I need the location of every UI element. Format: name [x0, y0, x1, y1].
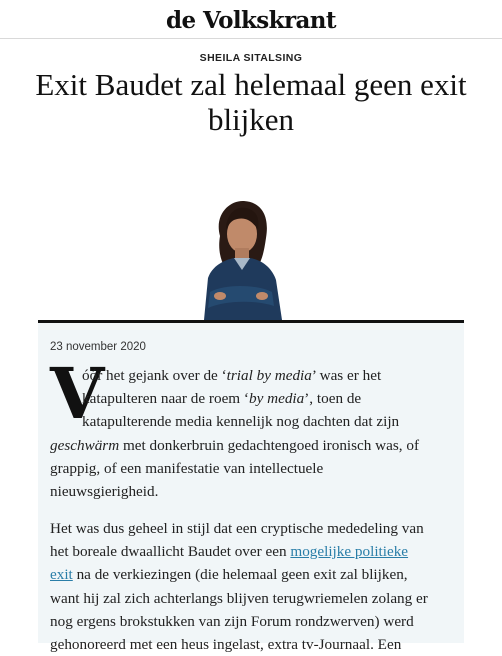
author-name[interactable]: SHEILA SITALSING	[199, 52, 303, 64]
political-exit-link[interactable]: mogelijke politieke	[290, 543, 409, 561]
paragraph-1: óór het gejank over de ‘trial by media’ was er het katapulteren naar de roem ‘by media’, toen de katapulterende media kennelijk nog dachten dat zijn geschwärm met donkerbruin gedachtengoed ironisch was, of grappig, of een manifestatie van intellectuele nieuwsgierigheid.	[50, 367, 420, 501]
publish-date: 23 november 2020	[50, 341, 146, 353]
paragraph-2: Het was dus geheel in stijl dat een cryptische mededeling van het boreale dwaallicht Baudet over een mogelijke politieke exit na de verkiezingen (die helemaal geen exit zal blijken, want hij zal zich achterlangs blijven terugwriemelen zolang er nog ergens brokstukken van zijn Forum rondzwerven) werd gehonoreerd met een heus ingelast, extra tv-Journaal. Een	[50, 520, 428, 654]
author-portrait	[190, 196, 290, 320]
political-exit-link-continued[interactable]: exit	[50, 566, 73, 584]
article-headline: Exit Baudet zal helemaal geen exit blijken	[35, 67, 467, 137]
masthead	[0, 0, 502, 39]
volkskrant-logo[interactable]: de Volkskrant	[166, 6, 336, 34]
drop-cap: V	[50, 352, 105, 435]
